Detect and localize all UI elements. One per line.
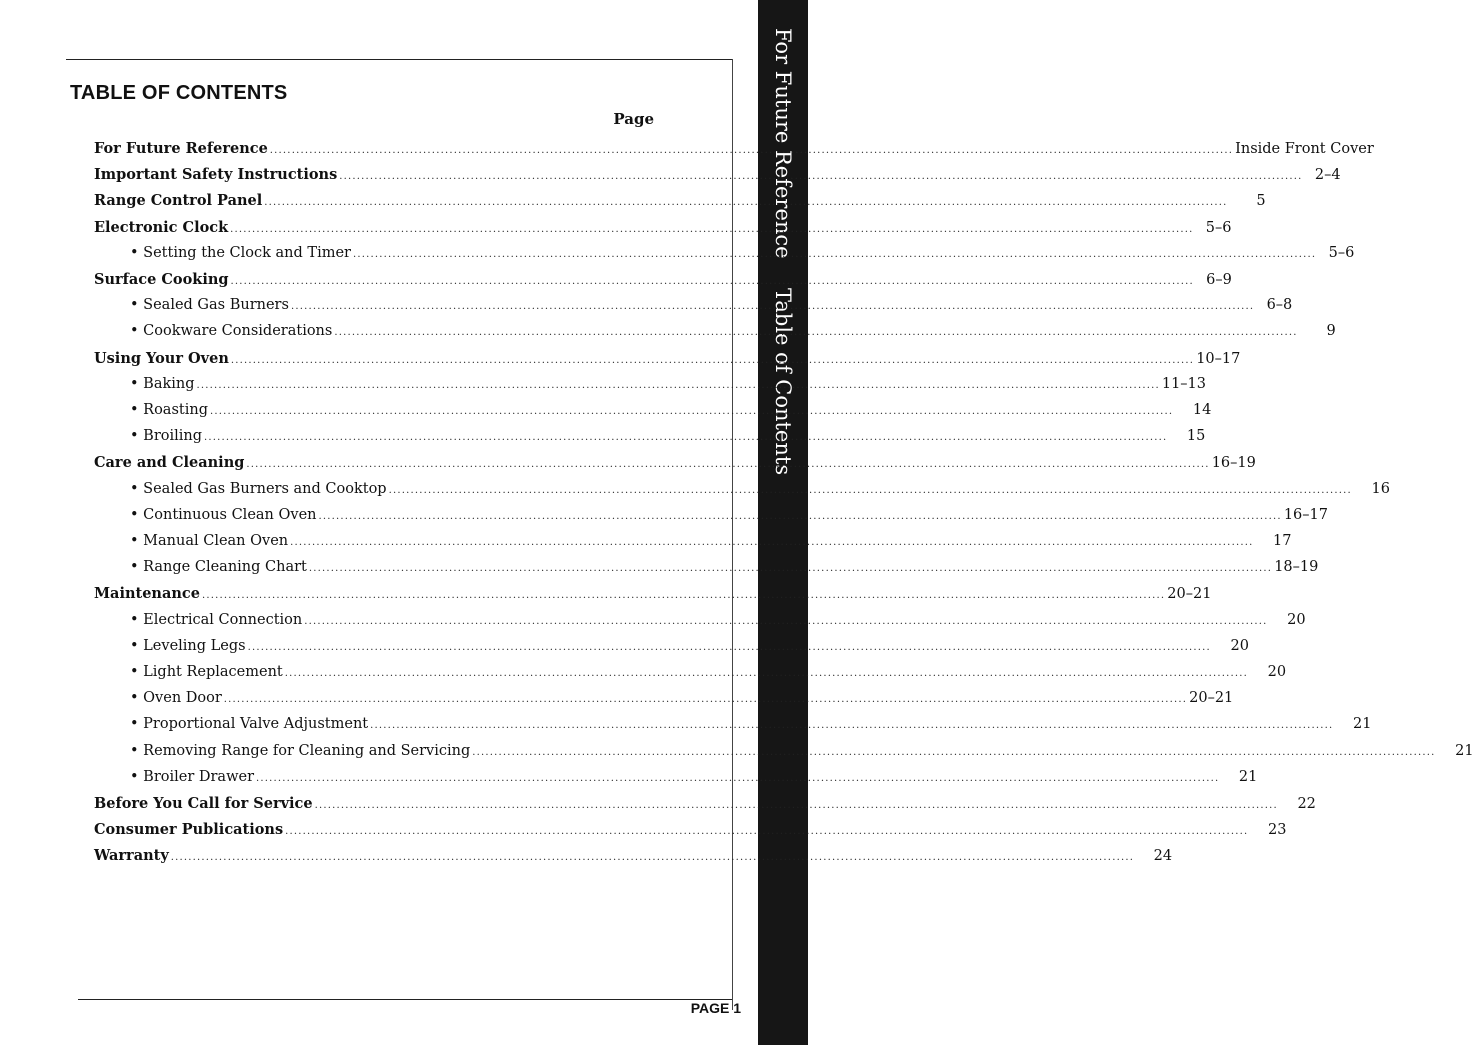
page-column-heading: Page <box>613 110 654 128</box>
toc-entry <box>94 847 1173 869</box>
toc-entry-page: 22 <box>1297 796 1316 812</box>
toc-entry <box>130 323 1336 345</box>
toc-entry-page: 2–4 <box>1314 167 1341 184</box>
toc-entry <box>130 559 1319 581</box>
toc-entry <box>130 637 1249 660</box>
toc-entry-page: 11–13 <box>1161 375 1206 392</box>
toc-leader-dots: ............................................................................................................................................................................................................................ <box>230 276 1194 287</box>
toc-leader-dots: ............................................................................................................................................................................................................................ <box>370 720 1334 732</box>
toc-entry-page: 6–9 <box>1206 272 1232 288</box>
toc-entry <box>94 218 1232 241</box>
toc-leader-dots: ............................................................................................................................................................................................................................ <box>223 694 1188 706</box>
toc-entry <box>94 192 1266 214</box>
side-tab-label-future-reference: For Future Reference <box>771 28 795 259</box>
toc-entry <box>130 742 1474 765</box>
toc-entry <box>130 768 1258 791</box>
toc-leader-dots: ............................................................................................................................................................................................................................ <box>256 772 1220 784</box>
footer-page-number: PAGE 1 <box>690 1000 741 1016</box>
toc-entry-page: 24 <box>1153 848 1173 865</box>
toc-leader-dots: ............................................................................................................................................................................................................................ <box>201 590 1166 602</box>
toc-entry-label: Using Your Oven <box>94 349 229 367</box>
toc-entry-label: • Broiling <box>130 428 203 445</box>
toc-entry-label: • Cookware Considerations <box>130 323 333 340</box>
toc-entry-label: For Future Reference <box>94 140 268 157</box>
toc-entry <box>130 375 1206 398</box>
toc-entry-page: 18–19 <box>1274 559 1319 576</box>
toc-entry <box>94 795 1316 817</box>
toc-leader-dots: ............................................................................................................................................................................................................................ <box>230 354 1195 366</box>
toc-entry-page: 21 <box>1238 768 1258 785</box>
toc-entry <box>130 480 1390 503</box>
toc-entry <box>94 585 1212 607</box>
toc-entry <box>130 690 1234 712</box>
toc-entry-page: Inside Front Cover <box>1235 141 1374 157</box>
toc-entry <box>94 140 1374 162</box>
toc-entry-page: 5 <box>1256 193 1266 210</box>
toc-entry-label: • Electrical Connection <box>130 611 303 628</box>
toc-leader-dots: ............................................................................................................................................................................................................................ <box>284 668 1249 679</box>
toc-entry-label: • Proportional Valve Adjustment <box>130 716 369 733</box>
toc-entry <box>130 428 1206 450</box>
toc-entry-page: 20 <box>1267 664 1287 680</box>
toc-entry <box>130 297 1293 319</box>
toc-leader-dots: ............................................................................................................................................................................................................................ <box>339 171 1303 183</box>
toc-entry-page: 14 <box>1192 402 1212 418</box>
toc-entry-page: 5–6 <box>1328 244 1355 261</box>
toc-entry-label: • Continuous Clean Oven <box>130 506 317 523</box>
toc-entry-page: 16–19 <box>1211 455 1256 472</box>
toc-leader-dots: ............................................................................................................................................................................................................................ <box>352 248 1317 260</box>
toc-entry-label: • Broiler Drawer <box>130 768 255 785</box>
toc-entry-label: • Roasting <box>130 402 208 418</box>
toc-entry-label: Consumer Publications <box>94 821 284 839</box>
toc-entry-label: Warranty <box>94 847 169 865</box>
toc-entry-page: 20–21 <box>1167 586 1212 603</box>
toc-entry-page: 10–17 <box>1196 350 1241 367</box>
toc-leader-dots: ............................................................................................................................................................................................................................ <box>334 327 1298 339</box>
toc-leader-dots: ............................................................................................................................................................................................................................ <box>290 301 1255 313</box>
toc-entry-page: 20–21 <box>1189 690 1234 707</box>
toc-leader-dots: ............................................................................................................................................................................................................................ <box>196 379 1160 391</box>
toc-entry <box>130 533 1292 555</box>
toc-entry-label: Important Safety Instructions <box>94 166 338 184</box>
toc-entry <box>130 402 1212 424</box>
toc-entry <box>94 271 1232 293</box>
toc-leader-dots: ............................................................................................................................................................................................................................ <box>318 510 1282 522</box>
toc-entry-page: 21 <box>1352 716 1372 733</box>
toc-entry-page: 5–6 <box>1205 219 1232 236</box>
toc-entry <box>130 664 1287 686</box>
toc-entry-label: • Manual Clean Oven <box>130 533 289 549</box>
toc-leader-dots: ............................................................................................................................................................................................................................ <box>472 746 1436 758</box>
toc-entry-page: 20 <box>1230 637 1249 654</box>
toc-entry-label: Range Control Panel <box>94 192 263 210</box>
page-title: TABLE OF CONTENTS <box>70 82 288 104</box>
bottom-rule <box>78 999 732 1000</box>
toc-entry-page: 16 <box>1371 480 1390 497</box>
top-rule <box>66 59 732 60</box>
toc-entry-label: • Baking <box>130 375 195 392</box>
toc-entry-label: • Sealed Gas Burners and Cooktop <box>130 480 387 497</box>
toc-leader-dots: ............................................................................................................................................................................................................................ <box>285 826 1249 838</box>
toc-entry <box>130 611 1306 634</box>
side-tab-label-table-of-contents: Table of Contents <box>771 288 795 476</box>
toc-entry <box>94 349 1241 372</box>
toc-leader-dots: ............................................................................................................................................................................................................................ <box>290 537 1254 548</box>
toc-entry <box>94 821 1287 843</box>
toc-entry-label: • Setting the Clock and Timer <box>130 244 351 261</box>
toc-leader-dots: ............................................................................................................................................................................................................................ <box>304 615 1268 627</box>
toc-leader-dots: ............................................................................................................................................................................................................................ <box>388 484 1352 496</box>
toc-entry <box>130 716 1372 738</box>
toc-entry-label: Electronic Clock <box>94 218 229 236</box>
toc-entry-page: 15 <box>1186 428 1206 445</box>
toc-leader-dots: ............................................................................................................................................................................................................................ <box>308 563 1273 575</box>
toc-entry-page: 21 <box>1455 742 1474 759</box>
toc-entry-label: • Light Replacement <box>130 664 283 680</box>
toc-entry-label: Maintenance <box>94 585 200 603</box>
toc-leader-dots: ............................................................................................................................................................................................................................ <box>247 641 1211 653</box>
toc-entry-page: 17 <box>1273 533 1292 549</box>
toc-leader-dots: ............................................................................................................................................................................................................................ <box>230 223 1194 235</box>
toc-entry <box>130 244 1355 267</box>
toc-entry-label: Surface Cooking <box>94 271 229 288</box>
toc-entry <box>94 454 1256 476</box>
toc-entry-page: 20 <box>1287 611 1306 628</box>
toc-entry <box>130 506 1328 529</box>
toc-entry-page: 23 <box>1268 822 1287 839</box>
toc-entry-label: Before You Call for Service <box>94 795 313 812</box>
toc-leader-dots: ............................................................................................................................................................................................................................ <box>269 145 1234 156</box>
toc-leader-dots: ............................................................................................................................................................................................................................ <box>204 432 1168 444</box>
toc-leader-dots: ............................................................................................................................................................................................................................ <box>246 459 1210 471</box>
toc-entry-label: • Leveling Legs <box>130 637 246 654</box>
toc-entry-page: 9 <box>1326 323 1336 340</box>
toc-entry-label: • Oven Door <box>130 690 222 707</box>
toc-leader-dots: ............................................................................................................................................................................................................................ <box>170 852 1135 864</box>
toc-entry-label: • Sealed Gas Burners <box>130 297 289 314</box>
toc-entry-page: 6–8 <box>1266 297 1293 314</box>
toc-entry-label: Care and Cleaning <box>94 454 245 472</box>
toc-entry-page: 16–17 <box>1283 506 1328 523</box>
toc-leader-dots: ............................................................................................................................................................................................................................ <box>314 800 1278 811</box>
toc-entry-label: • Removing Range for Cleaning and Servicing <box>130 742 471 759</box>
toc-leader-dots: ............................................................................................................................................................................................................................ <box>264 197 1228 209</box>
toc-entry-label: • Range Cleaning Chart <box>130 559 307 576</box>
toc-entry <box>94 166 1341 188</box>
toc-leader-dots: ............................................................................................................................................................................................................................ <box>209 406 1174 417</box>
